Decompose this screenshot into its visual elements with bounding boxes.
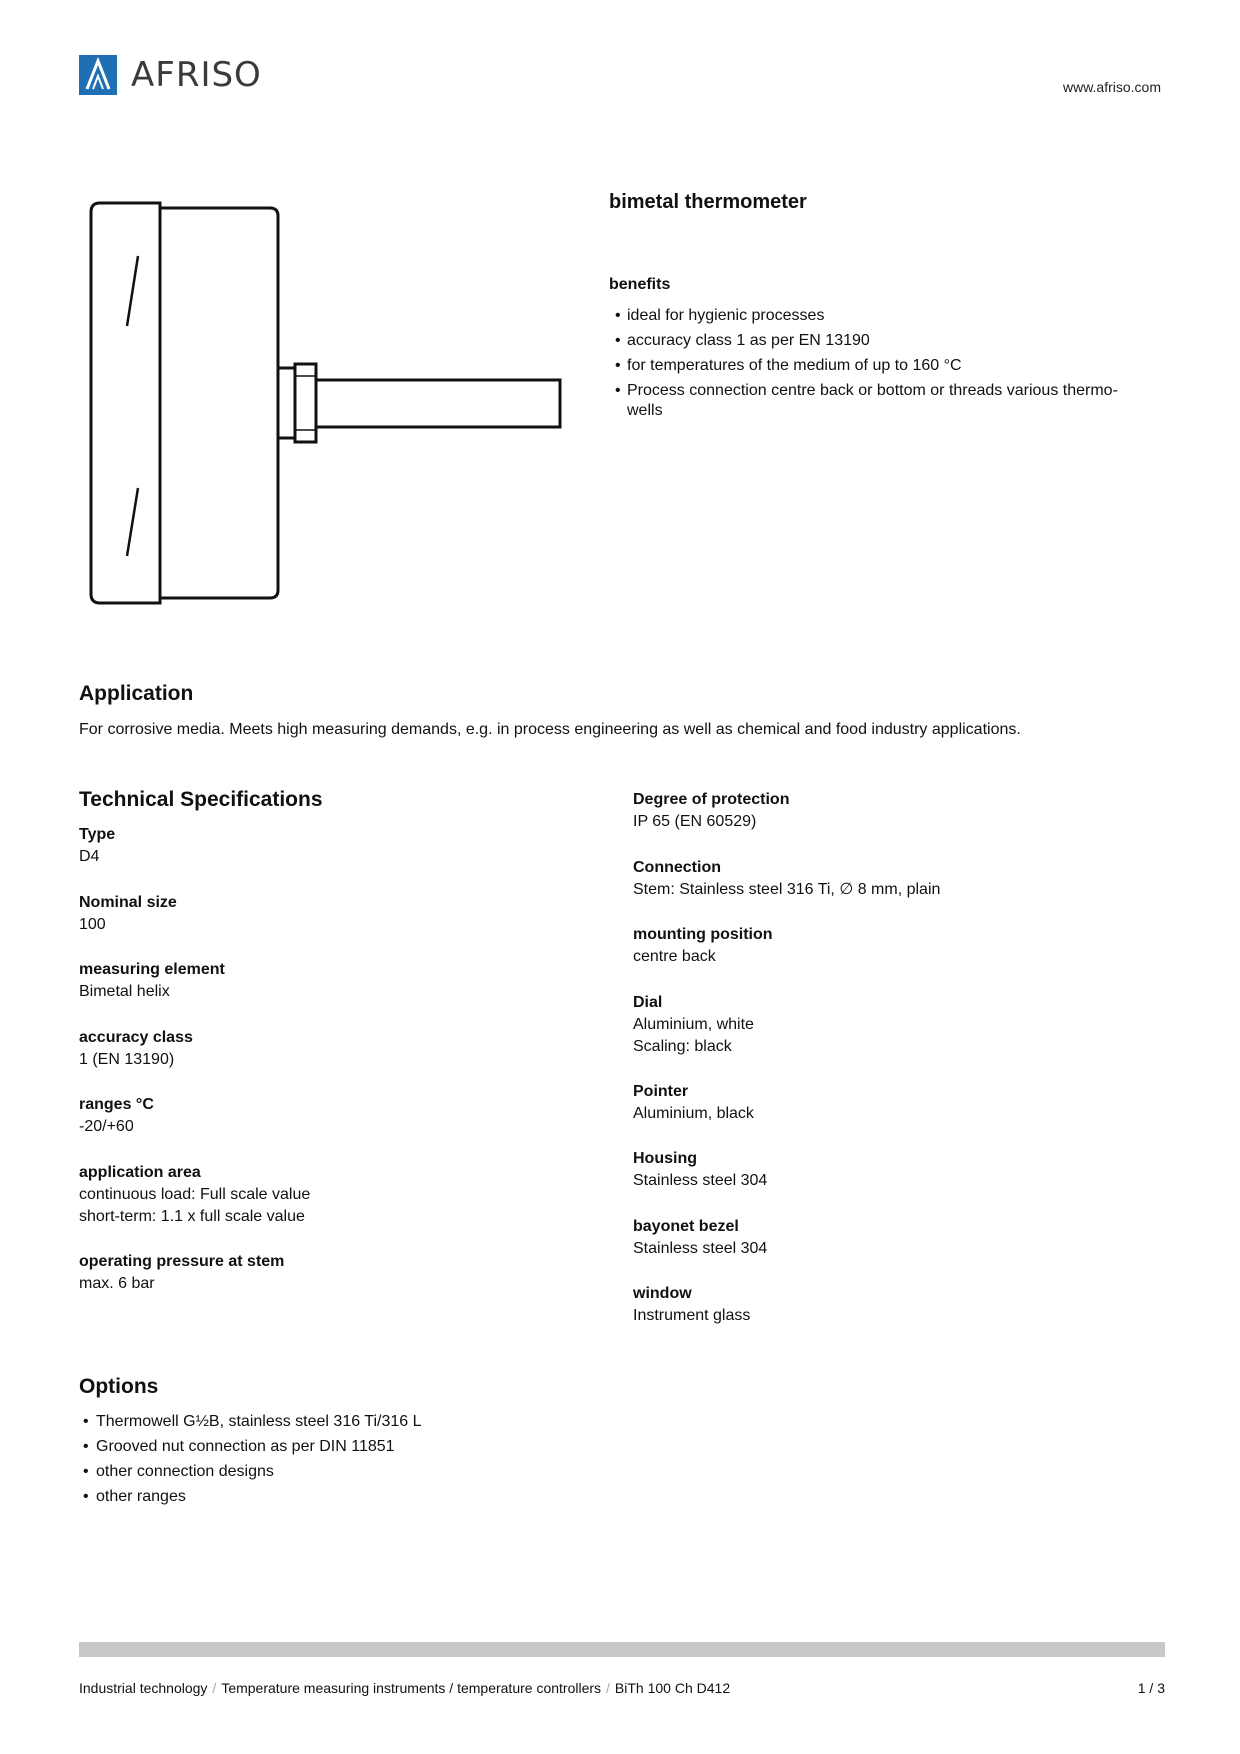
afriso-logo-icon	[79, 55, 117, 95]
spec-label: operating pressure at stem	[79, 1252, 285, 1270]
page-number: 1 / 3	[1137, 1680, 1165, 1696]
list-item: • Process connection centre back or bottom or threads various thermo-wells	[615, 381, 1145, 421]
spec-label: Degree of protection	[633, 791, 790, 808]
spec-pointer	[633, 1081, 1133, 1149]
spec-measuring-element	[79, 959, 579, 1027]
spec-value: continuous load: Full scale value short-term: 1.1 x full scale value	[79, 1185, 311, 1225]
list-item: • Grooved nut connection as per DIN 11851	[83, 1437, 422, 1457]
application-heading: Application	[79, 682, 194, 705]
spec-dial	[633, 992, 1133, 1081]
breadcrumb-item: Industrial technology	[79, 1680, 208, 1696]
spec-window	[633, 1283, 1133, 1351]
spec-label: mounting position	[633, 926, 773, 943]
spec-value: Instrument glass	[633, 1307, 751, 1324]
breadcrumb	[79, 1680, 730, 1696]
footer	[79, 1680, 1165, 1696]
spec-value: Stainless steel 304	[633, 1172, 768, 1189]
spec-value: 1 (EN 13190)	[79, 1050, 175, 1068]
benefits-heading: benefits	[609, 276, 671, 293]
breadcrumb-separator: /	[212, 1680, 217, 1696]
spec-label: application area	[79, 1163, 201, 1181]
spec-value: Aluminium, black	[633, 1104, 754, 1122]
breadcrumb-item: BiTh 100 Ch D412	[614, 1680, 731, 1696]
spec-label: Housing	[633, 1150, 697, 1167]
benefits-list	[615, 306, 1155, 426]
spec-operating-pressure	[79, 1251, 579, 1319]
spec-value: 100	[79, 915, 106, 933]
options-heading: Options	[79, 1375, 159, 1398]
list-item: • for temperatures of the medium of up to 160 °C	[615, 356, 1155, 376]
spec-label: Pointer	[633, 1082, 689, 1100]
spec-label: Dial	[633, 993, 663, 1011]
spec-application-area	[79, 1162, 579, 1251]
spec-degree-of-protection	[633, 789, 1133, 857]
brand-name: AFRISO	[131, 55, 262, 95]
spec-value: centre back	[633, 948, 716, 965]
spec-accuracy-class	[79, 1027, 579, 1095]
list-item: • other ranges	[83, 1487, 422, 1507]
spec-value: Stem: Stainless steel 316 Ti, ∅ 8 mm, plain	[633, 880, 941, 898]
list-item: • Thermowell G½B, stainless steel 316 Ti/316 L	[83, 1412, 422, 1432]
spec-bayonet-bezel	[633, 1216, 1133, 1284]
website-link[interactable]: www.afriso.com	[1062, 79, 1161, 95]
specs-heading: Technical Specifications	[79, 788, 323, 811]
spec-label: Type	[79, 826, 116, 843]
spec-value: Bimetal helix	[79, 983, 170, 1000]
spec-type	[79, 824, 579, 892]
spec-label: ranges °C	[79, 1096, 154, 1113]
spec-label: Connection	[633, 858, 721, 876]
breadcrumb-separator: /	[606, 1680, 610, 1696]
spec-housing	[633, 1148, 1133, 1216]
breadcrumb-item: Temperature measuring instruments / temperature controllers	[221, 1680, 602, 1696]
product-title: bimetal thermometer	[609, 191, 807, 213]
spec-value: D4	[79, 848, 100, 865]
list-item: • accuracy class 1 as per EN 13190	[615, 331, 1155, 351]
spec-label: Nominal size	[79, 893, 177, 911]
specs-left-column	[79, 824, 579, 1318]
options-list	[83, 1412, 422, 1512]
thermometer-drawing	[86, 198, 594, 614]
spec-value: max. 6 bar	[79, 1274, 155, 1292]
spec-value: Aluminium, white Scaling: black	[633, 1015, 754, 1055]
list-item: • ideal for hygienic processes	[615, 306, 1155, 326]
specs-right-column	[633, 789, 1133, 1351]
afriso-logo	[79, 55, 262, 95]
spec-ranges	[79, 1094, 579, 1162]
list-item: • other connection designs	[83, 1462, 422, 1482]
spec-value: Stainless steel 304	[633, 1239, 768, 1257]
spec-label: bayonet bezel	[633, 1217, 739, 1235]
spec-value: -20/+60	[79, 1118, 134, 1135]
application-text: For corrosive media. Meets high measuring demands, e.g. in process engineering as well as chemical and food industry applications.	[79, 721, 1021, 738]
spec-label: measuring element	[79, 961, 225, 978]
spec-label: window	[633, 1285, 692, 1302]
spec-label: accuracy class	[79, 1028, 193, 1046]
spec-connection	[633, 857, 1133, 925]
spec-nominal-size	[79, 892, 579, 960]
footer-divider-bar	[79, 1642, 1165, 1657]
spec-mounting-position	[633, 924, 1133, 992]
spec-value: IP 65 (EN 60529)	[633, 813, 757, 830]
